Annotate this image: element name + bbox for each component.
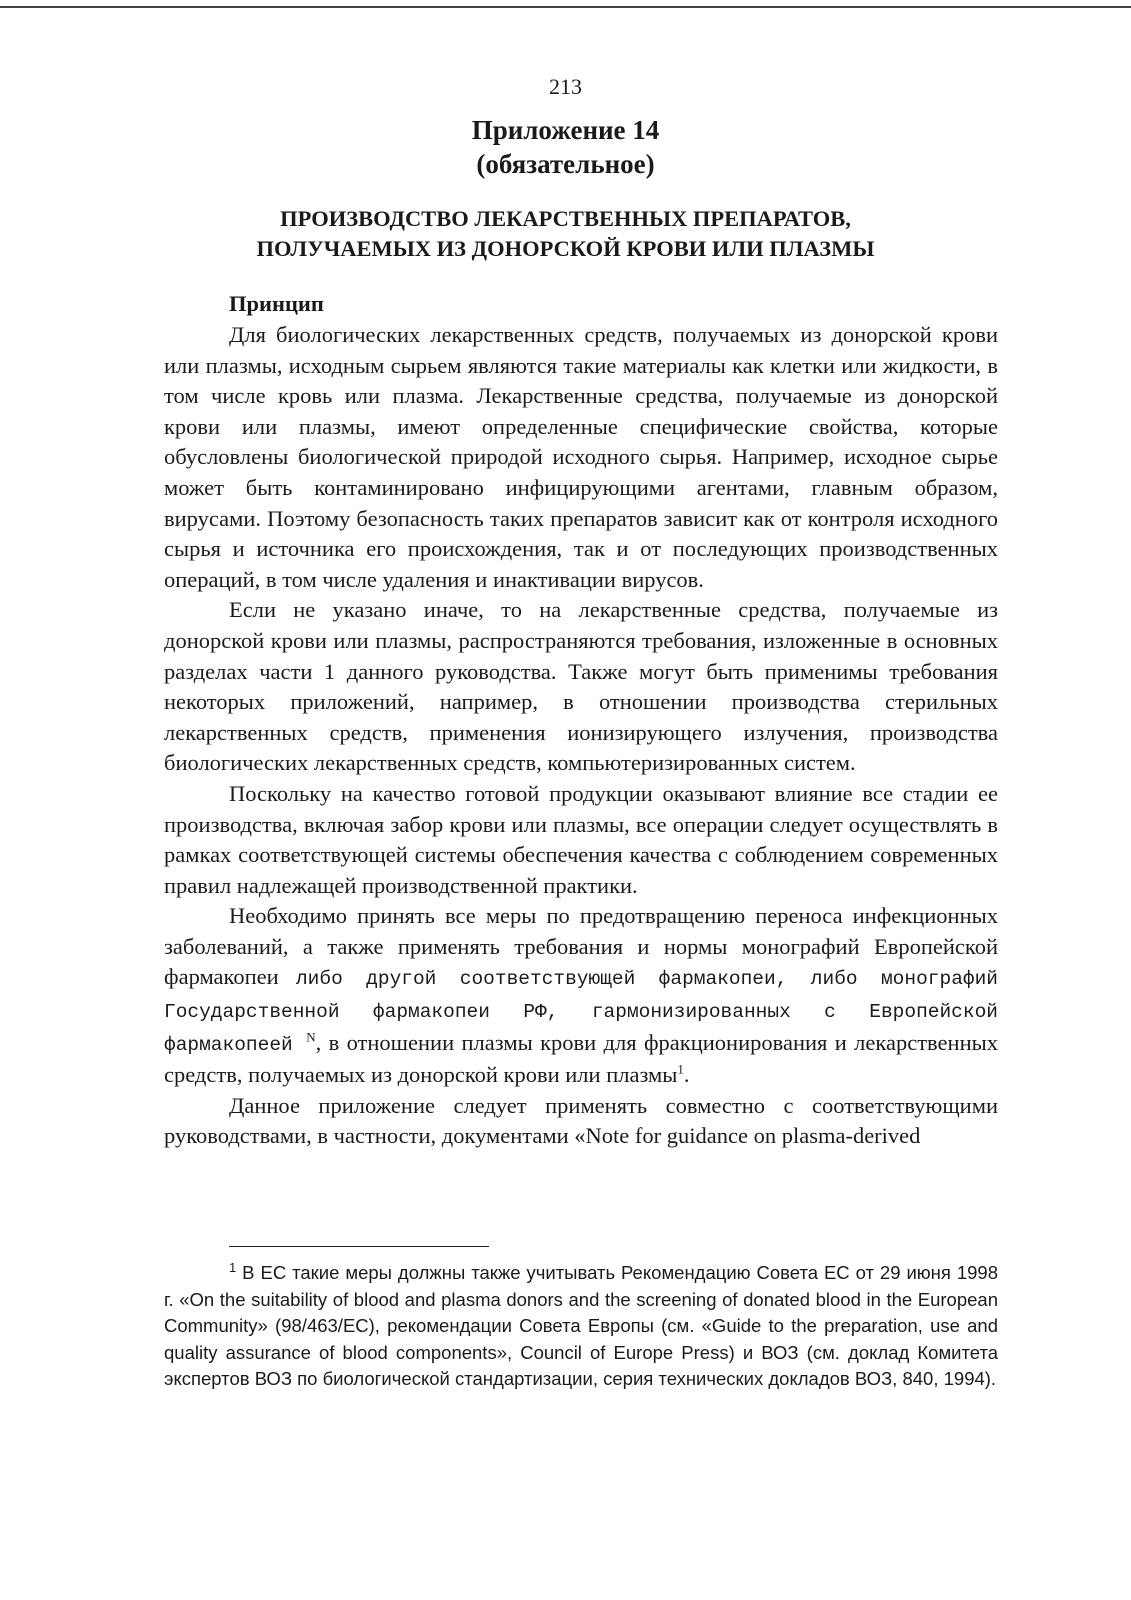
footnote-reference: 1 <box>677 1061 684 1077</box>
paragraph-5: Данное приложение следует применять совместно с соответствующими руководствами, в частности, документами «Note for guidance on plasma-derived <box>164 1092 998 1149</box>
superscript-n: N <box>306 1029 316 1045</box>
paragraph-4-monospace-segment: либо другой соответствующей фармакопеи, либо монографий Государственной фармакопеи РФ, гармонизированных с Европейской фармакопеей <box>164 968 998 1056</box>
paragraph-2: Если не указано иначе, то на лекарственные средства, получаемые из донорской крови или плазмы, распространяются требования, изложенные в основных разделах части 1 данного руководства. Также могут быть применимы требования некоторых приложений, например, в отношении производства стерильных лекарственных средств, применения ионизирующего излучения, производства биологических лекарственных средств, компьютеризированных систем. <box>164 597 998 776</box>
paragraph-4-end: , в отношении плазмы крови для фракционирования и лекарственных средств, получаемых из донорской крови или плазмы <box>164 1029 998 1088</box>
paragraph-4-start: Необходимо принять все меры по предотвращению переноса инфекционных заболеваний, а также применять требования и нормы монографий Европейской фармакопеи <box>164 903 998 990</box>
paragraph-4-period: . <box>683 1062 690 1088</box>
body-text <box>164 320 998 1152</box>
footnote-paragraph <box>164 1260 998 1393</box>
document-title-line-2: ПОЛУЧАЕМЫХ ИЗ ДОНОРСКОЙ КРОВИ ИЛИ ПЛАЗМЫ <box>256 236 875 261</box>
document-title-line-1: ПРОИЗВОДСТВО ЛЕКАРСТВЕННЫХ ПРЕПАРАТОВ, <box>280 206 851 231</box>
top-border-line <box>0 6 1131 8</box>
document-title <box>0 204 1131 264</box>
paragraph-4 <box>164 901 998 1091</box>
footnote-text: В ЕС такие меры должны также учитывать Рекомендацию Совета ЕС от 29 июня 1998 г. «On the suitability of blood and plasma donors and the screening of donated blood in the European Community» (98/463/EC), рекомендации Совета Европы (см. «Guide to the preparation, use and quality assurance of blood components», Council of Europe Press) и ВОЗ (см. доклад Комитета экспертов ВОЗ по биологической стандартизации, серия технических докладов ВОЗ, 840, 1994). <box>164 1262 998 1389</box>
footnote-marker: 1 <box>229 1259 237 1275</box>
footnote-separator <box>229 1246 489 1247</box>
appendix-title <box>0 113 1131 181</box>
page-number: 213 <box>549 74 582 99</box>
paragraph-3: Поскольку на качество готовой продукции оказывают влияние все стадии ее производства, включая забор крови или плазмы, все операции следует осуществлять в рамках соответствующей системы обеспечения качества с соблюдением современных правил надлежащей производственной практики. <box>164 780 998 898</box>
section-heading: Принцип <box>229 291 324 316</box>
appendix-number: Приложение 14 <box>471 115 660 145</box>
paragraph-1: Для биологических лекарственных средств, получаемых из донорской крови или плазмы, исходным сырьем являются такие материалы как клетки или жидкости, в том числе кровь или плазма. Лекарственные средства, получаемые из донорской крови или плазмы, имеют определенные специфические свойства, которые обусловлены биологической природой исходного сырья. Например, исходное сырье может быть контаминировано инфицирующими агентами, главным образом, вирусами. Поэтому безопасность таких препаратов зависит как от контроля исходного сырья и источника его происхождения, так и от последующих производственных операций, в том числе удаления и инактивации вирусов. <box>164 322 998 592</box>
footnote <box>164 1260 998 1393</box>
appendix-status: (обязательное) <box>476 149 655 179</box>
